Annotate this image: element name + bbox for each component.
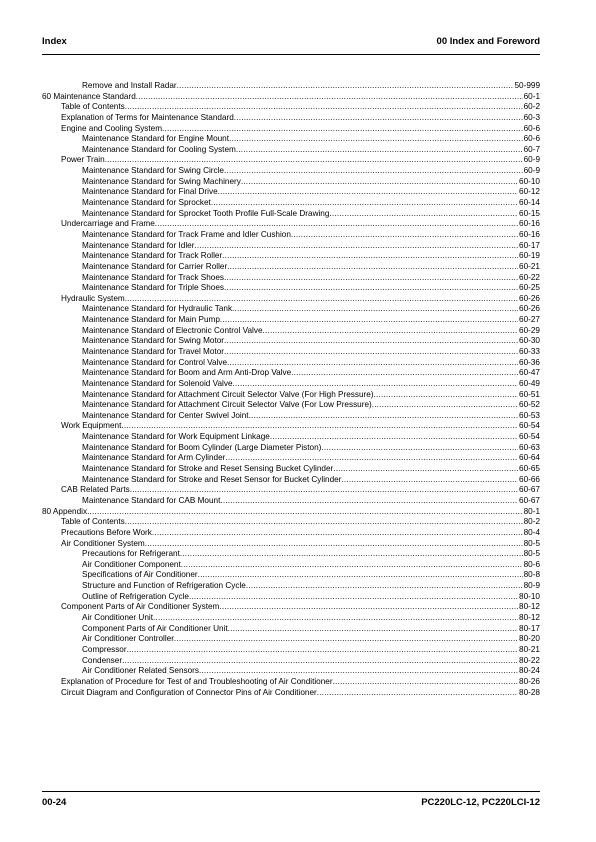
header-chapter-title: 00 Index and Foreword [436, 36, 540, 47]
toc-entry-page: 80-10 [519, 591, 540, 601]
toc-entry-page: 60-29 [519, 325, 540, 335]
toc-entry-page: 60-22 [519, 272, 540, 282]
toc-dot-leader [241, 177, 518, 188]
toc-entry-title: Maintenance Standard for Hydraulic Tank [82, 304, 233, 314]
toc-entry-title: Power Train [61, 155, 105, 165]
toc-entry-page: 60-53 [519, 410, 540, 420]
toc-entry[interactable] [42, 81, 540, 92]
toc-entry-page: 60-65 [519, 464, 540, 474]
toc-entry[interactable] [42, 581, 540, 592]
toc-entry[interactable] [42, 645, 540, 656]
toc-entry-page: 60-6 [523, 134, 540, 144]
toc-entry-title: Maintenance Standard of Electronic Control Valve [82, 325, 263, 335]
header-rule [42, 54, 540, 55]
toc-dot-leader [374, 390, 519, 401]
toc-dot-leader [321, 443, 518, 454]
toc-entry-title: Component Parts of Air Conditioner System [61, 602, 220, 612]
toc-entry-page: 60-67 [519, 495, 540, 505]
toc-entry-page: 80-2 [523, 517, 540, 527]
toc-entry-page: 80-28 [519, 687, 540, 697]
toc-dot-leader [121, 422, 518, 433]
toc-entry-title: Outline of Refrigeration Cycle [82, 591, 189, 601]
toc-entry-page: 80-5 [523, 538, 540, 548]
toc-entry-title: Maintenance Standard for Sprocket [82, 198, 211, 208]
toc-dot-leader [291, 368, 518, 379]
toc-dot-leader [174, 634, 518, 645]
toc-entry-title: Air Conditioner Related Sensors [82, 666, 199, 676]
toc-entry[interactable] [42, 528, 540, 539]
toc-dot-leader [329, 209, 518, 220]
toc-entry-page: 60-36 [519, 357, 540, 367]
toc-entry[interactable] [42, 124, 540, 135]
toc-entry[interactable] [42, 517, 540, 528]
table-of-contents [42, 81, 540, 698]
toc-entry-page: 60-9 [523, 166, 540, 176]
toc-entry-title: Maintenance Standard for Track Roller [82, 251, 223, 261]
toc-entry-title: Maintenance Standard for Boom and Arm Anti-Drop Valve [82, 368, 292, 378]
toc-entry[interactable] [42, 400, 540, 411]
toc-entry-title: Maintenance Standard for Carrier Roller [82, 261, 228, 271]
toc-entry-title: Explanation of Terms for Maintenance Standard [61, 112, 234, 122]
toc-dot-leader [341, 475, 518, 486]
toc-dot-leader [229, 134, 523, 145]
toc-dot-leader [224, 347, 518, 358]
toc-entry[interactable] [42, 294, 540, 305]
toc-entry-page: 60-27 [519, 315, 540, 325]
toc-entry-title: Maintenance Standard for Engine Mount [82, 134, 230, 144]
toc-dot-leader [224, 336, 518, 347]
toc-entry[interactable] [42, 209, 540, 220]
toc-dot-leader [224, 273, 518, 284]
header-section-title: Index [42, 36, 67, 47]
toc-entry[interactable] [42, 145, 540, 156]
toc-entry-page: 60-26 [519, 293, 540, 303]
toc-entry-title: Work Equipment [61, 421, 122, 431]
toc-entry-page: 60-12 [519, 187, 540, 197]
toc-entry-title: Engine and Cooling System [61, 123, 163, 133]
toc-entry-page: 60-1 [523, 91, 540, 101]
toc-dot-leader [317, 688, 518, 699]
toc-dot-leader [232, 304, 518, 315]
toc-entry-page: 60-54 [519, 432, 540, 442]
toc-entry-page: 60-19 [519, 251, 540, 261]
toc-entry-title: Maintenance Standard for Stroke and Reset Sensing Bucket Cylinder [82, 464, 334, 474]
toc-entry[interactable] [42, 251, 540, 262]
toc-entry[interactable] [42, 241, 540, 252]
toc-entry-title: Maintenance Standard for Boom Cylinder (Large Diameter Piston) [82, 442, 322, 452]
toc-entry[interactable] [42, 560, 540, 571]
toc-entry-title: 60 Maintenance Standard [42, 91, 136, 101]
toc-entry[interactable] [42, 570, 540, 581]
toc-dot-leader [234, 113, 523, 124]
toc-dot-leader [127, 645, 518, 656]
toc-dot-leader [333, 464, 518, 475]
toc-dot-leader [372, 400, 518, 411]
toc-entry-title: Maintenance Standard for Track Frame and Idler Cushion [82, 229, 291, 239]
toc-entry[interactable] [42, 422, 540, 433]
toc-entry-title: Maintenance Standard for Main Pump [82, 315, 220, 325]
toc-entry[interactable] [42, 656, 540, 667]
toc-entry-title: Circuit Diagram and Configuration of Connector Pins of Air Conditioner [61, 687, 317, 697]
toc-dot-leader [198, 570, 523, 581]
page-header [42, 36, 540, 50]
toc-entry[interactable] [42, 602, 540, 613]
toc-entry[interactable] [42, 634, 540, 645]
toc-entry-title: Maintenance Standard for Swing Circle [82, 166, 224, 176]
toc-dot-leader [155, 219, 518, 230]
toc-entry-title: Maintenance Standard for Work Equipment Linkage [82, 432, 270, 442]
toc-dot-leader [249, 411, 518, 422]
toc-entry[interactable] [42, 102, 540, 113]
toc-entry-title: Maintenance Standard for Final Drive [82, 187, 218, 197]
toc-entry[interactable] [42, 177, 540, 188]
toc-entry[interactable] [42, 368, 540, 379]
toc-entry-title: Structure and Function of Refrigeration Cycle [82, 581, 246, 591]
toc-entry-title: Maintenance Standard for Track Shoes [82, 272, 224, 282]
toc-entry-title: Maintenance Standard for Travel Motor [82, 347, 224, 356]
toc-dot-leader [219, 602, 518, 613]
toc-dot-leader [228, 624, 518, 635]
toc-dot-leader [181, 560, 523, 571]
toc-entry[interactable] [42, 677, 540, 688]
toc-dot-leader [136, 92, 523, 103]
toc-entry[interactable] [42, 432, 540, 443]
model-name: PC220LC-12, PC220LCI-12 [421, 797, 540, 808]
toc-dot-leader [291, 230, 518, 241]
toc-entry-page: 80-20 [519, 634, 540, 644]
toc-entry-title: Undercarriage and Frame [61, 219, 155, 229]
toc-dot-leader [218, 187, 518, 198]
toc-entry[interactable] [42, 113, 540, 124]
toc-dot-leader [224, 166, 523, 177]
toc-entry[interactable] [42, 283, 540, 294]
toc-entry-page: 80-24 [519, 666, 540, 676]
toc-entry[interactable] [42, 688, 540, 699]
toc-entry[interactable] [42, 166, 540, 177]
toc-dot-leader [162, 124, 523, 135]
toc-entry-title: Explanation of Procedure for Test of and Troubleshooting of Air Conditioner [61, 676, 333, 686]
toc-entry-title: 80 Appendix [42, 506, 88, 516]
toc-entry-title: Maintenance Standard for Idler [82, 240, 195, 250]
toc-entry-title: Condenser [82, 655, 123, 665]
toc-entry[interactable] [42, 336, 540, 347]
toc-dot-leader [125, 102, 523, 113]
toc-entry-page: 60-25 [519, 283, 540, 293]
toc-entry[interactable] [42, 358, 540, 369]
toc-dot-leader [236, 145, 523, 156]
toc-dot-leader [180, 549, 523, 560]
toc-entry-page: 60-10 [519, 176, 540, 186]
toc-entry[interactable] [42, 666, 540, 677]
toc-entry-title: Air Conditioner Component [82, 559, 181, 569]
toc-entry-title: Air Conditioner System [61, 538, 145, 548]
toc-entry-page: 60-14 [519, 198, 540, 208]
toc-dot-leader [125, 517, 523, 528]
toc-entry[interactable] [42, 273, 540, 284]
toc-entry[interactable] [42, 198, 540, 209]
toc-entry-page: 80-17 [519, 623, 540, 633]
toc-dot-leader [224, 283, 518, 294]
toc-dot-leader [87, 507, 523, 518]
toc-dot-leader [211, 198, 518, 209]
toc-entry[interactable] [42, 347, 540, 358]
toc-entry-title: Maintenance Standard for Center Swivel Joint [82, 410, 249, 420]
toc-entry[interactable] [42, 507, 540, 518]
toc-dot-leader [333, 677, 518, 688]
toc-entry[interactable] [42, 592, 540, 603]
toc-entry-title: Specifications of Air Conditioner [82, 570, 198, 580]
toc-entry-title: Maintenance Standard for Cooling System [82, 144, 236, 154]
toc-entry-title: Maintenance Standard for Stroke and Reset Sensor for Bucket Cylinder [82, 474, 342, 484]
toc-entry[interactable] [42, 230, 540, 241]
toc-entry-page: 60-9 [523, 155, 540, 165]
toc-entry-page: 80-26 [519, 676, 540, 686]
toc-entry-title: Air Conditioner Controller [82, 634, 174, 644]
toc-dot-leader [194, 241, 518, 252]
toc-entry[interactable] [42, 379, 540, 390]
toc-entry-title: Maintenance Standard for Sprocket Tooth Profile Full-Scale Drawing [82, 208, 330, 218]
toc-dot-leader [177, 81, 514, 92]
toc-entry[interactable] [42, 304, 540, 315]
toc-entry-title: Maintenance Standard for Attachment Circuit Selector Valve (For Low Pressure) [82, 400, 372, 410]
toc-entry[interactable] [42, 464, 540, 475]
toc-entry-title: Component Parts of Air Conditioner Unit [82, 623, 228, 633]
toc-entry[interactable] [42, 262, 540, 273]
toc-entry-title: Maintenance Standard for Attachment Circuit Selector Valve (For High Pressure) [82, 389, 374, 399]
toc-dot-leader [130, 485, 518, 496]
toc-entry-title: Maintenance Standard for CAB Mount [82, 495, 221, 505]
toc-entry[interactable] [42, 453, 540, 464]
toc-dot-leader [105, 155, 523, 166]
toc-entry-page: 80-1 [523, 506, 540, 516]
toc-entry-page: 60-15 [519, 208, 540, 218]
toc-dot-leader [220, 496, 518, 507]
footer-rule [42, 791, 540, 792]
toc-entry[interactable] [42, 134, 540, 145]
toc-entry-title: Maintenance Standard for Arm Cylinder [82, 453, 226, 463]
toc-entry-page: 60-7 [523, 144, 540, 154]
toc-entry-page: 80-9 [523, 581, 540, 591]
toc-entry[interactable] [42, 485, 540, 496]
toc-entry-title: Maintenance Standard for Control Valve [82, 357, 228, 367]
toc-entry-page: 80-5 [523, 549, 540, 559]
toc-dot-leader [122, 656, 518, 667]
toc-entry-title: Maintenance Standard for Solenoid Valve [82, 378, 233, 388]
toc-dot-leader [222, 251, 518, 262]
toc-entry[interactable] [42, 475, 540, 486]
toc-entry-title: Remove and Install Radar [82, 81, 177, 90]
toc-entry-page: 50-999 [514, 81, 540, 90]
toc-dot-leader [145, 539, 523, 550]
toc-entry-title: Compressor [82, 644, 127, 654]
page-footer [42, 797, 540, 811]
page-number: 00-24 [42, 797, 67, 808]
toc-dot-leader [270, 432, 518, 443]
toc-entry-page: 60-66 [519, 474, 540, 484]
toc-entry[interactable] [42, 613, 540, 624]
toc-entry[interactable] [42, 219, 540, 230]
toc-entry[interactable] [42, 326, 540, 337]
toc-entry[interactable] [42, 315, 540, 326]
toc-entry[interactable] [42, 155, 540, 166]
toc-entry-page: 60-33 [519, 347, 540, 356]
toc-entry-title: Table of Contents [61, 517, 125, 527]
toc-dot-leader [189, 592, 518, 603]
toc-entry-page: 80-4 [523, 527, 540, 537]
toc-entry-page: 80-21 [519, 644, 540, 654]
toc-dot-leader [233, 379, 519, 390]
toc-entry[interactable] [42, 539, 540, 550]
toc-entry[interactable] [42, 624, 540, 635]
toc-entry-title: Table of Contents [61, 102, 125, 112]
toc-entry-page: 60-17 [519, 240, 540, 250]
toc-entry-page: 60-47 [519, 368, 540, 378]
toc-dot-leader [153, 613, 518, 624]
toc-entry-page: 60-16 [519, 219, 540, 229]
toc-dot-leader [220, 315, 518, 326]
toc-entry[interactable] [42, 443, 540, 454]
toc-entry[interactable] [42, 390, 540, 401]
toc-entry[interactable] [42, 411, 540, 422]
toc-entry-title: Precautions Before Work [61, 527, 152, 537]
toc-dot-leader [225, 453, 518, 464]
toc-entry-page: 60-26 [519, 304, 540, 314]
toc-entry-page: 60-21 [519, 261, 540, 271]
toc-entry-page: 60-52 [519, 400, 540, 410]
toc-entry-page: 80-8 [523, 570, 540, 580]
toc-entry[interactable] [42, 549, 540, 560]
toc-entry-title: CAB Related Parts [61, 485, 130, 495]
toc-entry-title: Hydraulic System [61, 293, 125, 303]
toc-entry-page: 60-54 [519, 421, 540, 431]
toc-dot-leader [152, 528, 523, 539]
toc-dot-leader [263, 326, 519, 337]
toc-entry-page: 80-12 [519, 613, 540, 623]
toc-entry-title: Precautions for Refrigerant [82, 549, 180, 559]
toc-entry[interactable] [42, 92, 540, 103]
toc-dot-leader [246, 581, 523, 592]
toc-entry-page: 60-16 [519, 229, 540, 239]
toc-entry-page: 80-22 [519, 655, 540, 665]
toc-entry-title: Maintenance Standard for Swing Motor [82, 336, 224, 346]
toc-dot-leader [227, 358, 518, 369]
toc-entry-page: 60-51 [519, 389, 540, 399]
toc-entry[interactable] [42, 496, 540, 507]
toc-entry-page: 60-63 [519, 442, 540, 452]
toc-entry-page: 60-64 [519, 453, 540, 463]
toc-entry-page: 60-2 [523, 102, 540, 112]
toc-dot-leader [227, 262, 518, 273]
toc-dot-leader [199, 666, 518, 677]
toc-entry-title: Air Conditioner Unit [82, 613, 153, 623]
toc-entry-page: 80-6 [523, 559, 540, 569]
toc-entry-page: 60-67 [519, 485, 540, 495]
toc-entry-page: 60-30 [519, 336, 540, 346]
toc-entry-title: Maintenance Standard for Swing Machinery [82, 176, 241, 186]
toc-entry-page: 80-12 [519, 602, 540, 612]
toc-entry-title: Maintenance Standard for Triple Shoes [82, 283, 225, 293]
toc-entry-page: 60-6 [523, 123, 540, 133]
toc-entry[interactable] [42, 187, 540, 198]
toc-dot-leader [125, 294, 518, 305]
toc-entry-page: 60-3 [523, 112, 540, 122]
toc-entry-page: 60-49 [519, 378, 540, 388]
